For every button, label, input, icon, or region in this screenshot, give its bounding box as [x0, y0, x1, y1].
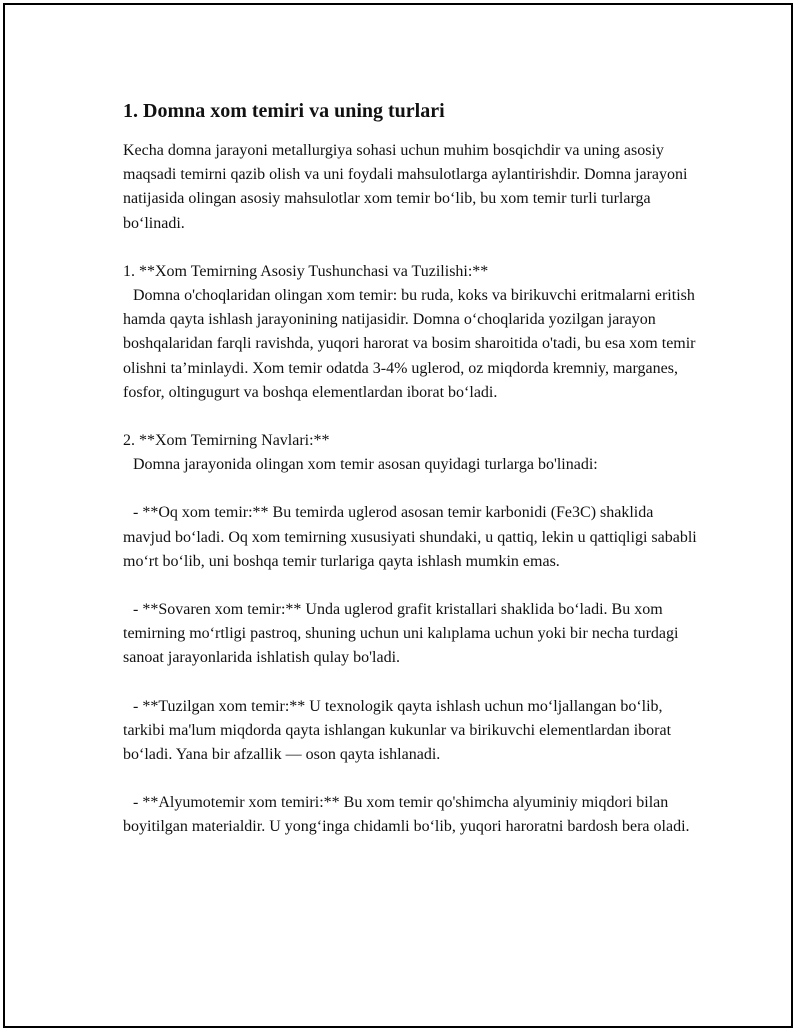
page-frame: [3, 3, 793, 1028]
section-2: [123, 429, 703, 477]
document-body: [123, 97, 703, 864]
section-1-heading: 1. **Xom Temirning Asosiy Tushunchasi va Tuzilishi:**: [123, 262, 489, 280]
list-item: - **Alyumotemir xom temiri:** Bu xom temir qo'shimcha alyuminiy miqdori bilan boyitilgan materialdir. U yong‘inga chidamli bo‘lib, yuqori haroratni bardosh bera oladi.: [123, 794, 690, 836]
list-item: - **Sovaren xom temir:** Unda uglerod grafit kristallari shaklida bo‘ladi. Bu xom temirning mo‘rtligi pastroq, shuning uchun uni kalıplama uchun yoki bir necha turdagi sanoat jarayonlarida ishlatish qulay bo'ladi.: [123, 601, 679, 667]
intro-paragraph: Kecha domna jarayoni metallurgiya sohasi uchun muhim bosqichdir va uning asosiy maqsadi temirni qazib olish va uni foydali mahsulotlarga aylantirishdir. Domna jarayoni natijasida olingan asosiy mahsulotlar xom temir bo‘lib, bu xom temir turli turlarga bo‘linadi.: [123, 142, 688, 232]
list-item: - **Oq xom temir:** Bu temirda uglerod asosan temir karbonidi (Fe3C) shaklida mavjud bo‘ladi. Oq xom temirning xususiyati shundaki, u qattiq, lekin u qattiqligi sababli mo‘rt bo‘lib, uni boshqa temir turlariga qayta ishlash mumkin emas.: [123, 504, 697, 570]
section-1-body: Domna o'choqlaridan olingan xom temir: bu ruda, koks va birikuvchi eritmalarni eritish hamda qayta ishlash jarayonining natijasidir. Domna o‘choqlarida yozilgan jarayon boshqalaridan farqli ravishda, yuqori harorat va bosim sharoitida o'tadi, bu esa xom temir olishni ta’minlaydi. Xom temir odatda 3-4% uglerod, oz miqdorda kremniy, marganes, fosfor, oltingugurt va boshqa elementlardan iborat bo‘ladi.: [123, 287, 696, 401]
document-title: 1. Domna xom temiri va uning turlari: [123, 100, 445, 122]
section-1: [123, 260, 703, 405]
list-item: - **Tuzilgan xom temir:** U texnologik qayta ishlash uchun mo‘ljallangan bo‘lib, tarkibi ma'lum miqdorda qayta ishlangan kukunlar va birikuvchi elementlardan iborat bo‘ladi. Yana bir afzallik — oson qayta ishlanadi.: [123, 697, 672, 764]
section-2-body: Domna jarayonida olingan xom temir asosan quyidagi turlarga bo'linadi:: [133, 456, 598, 474]
section-2-heading: 2. **Xom Temirning Navlari:**: [123, 432, 330, 450]
